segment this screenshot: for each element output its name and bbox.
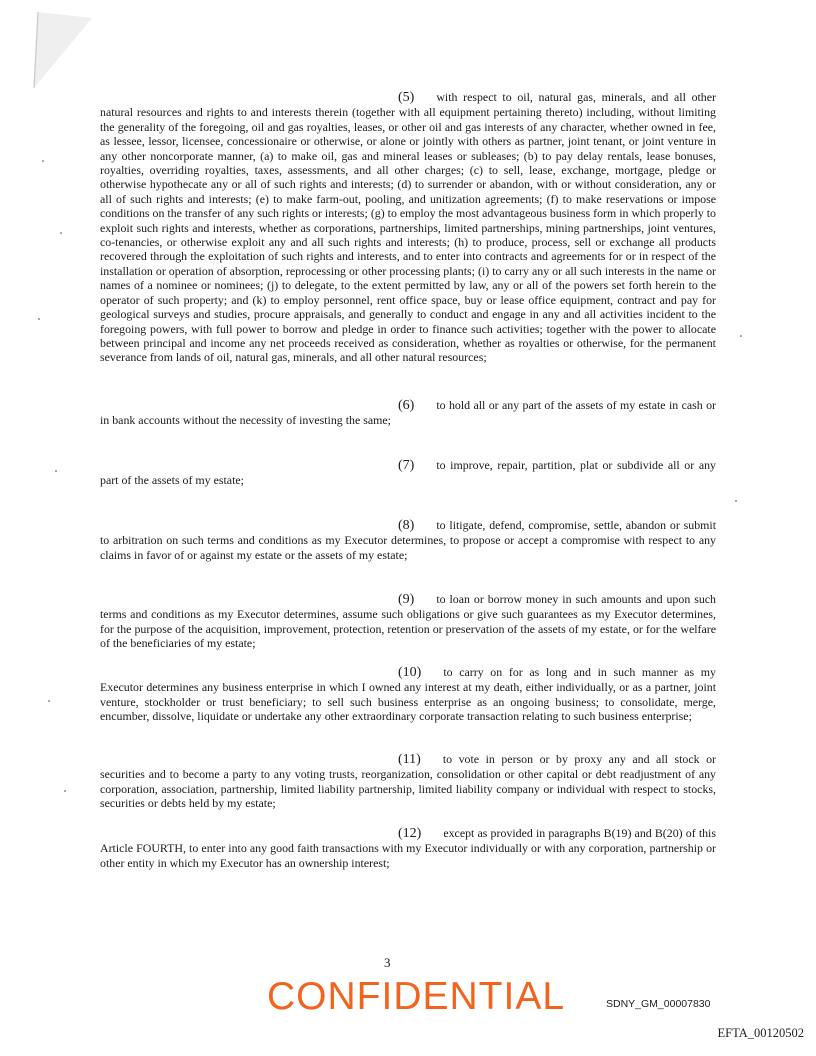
paragraph-body: cash or in bank accounts without the necessity of investing the same; <box>100 398 716 428</box>
paragraph-5 <box>100 90 716 365</box>
scan-speck <box>55 470 57 472</box>
paragraph-12 <box>100 826 716 870</box>
scan-speck <box>38 318 40 320</box>
paragraph-number: (5) <box>398 90 415 105</box>
scan-speck <box>60 232 62 234</box>
bates-number: SDNY_GM_00007830 <box>606 998 711 1010</box>
paragraph-lead: except as provided in paragraphs B(19) and B(20) of <box>443 826 696 840</box>
scan-speck <box>740 335 742 337</box>
scan-speck <box>64 790 66 792</box>
page-number: 3 <box>384 955 391 970</box>
paragraph-number: (12) <box>398 826 422 841</box>
scan-speck <box>48 700 50 702</box>
paragraph-body: such terms and conditions as my Executor determines, assume such obligations or give such guarantees as my Executor determines, for the purpose of the acquisition, improvement, protection, retention or preservation of the assets of my estate, or for the welfare of the beneficiaries of my estate; <box>100 592 716 651</box>
efta-number: EFTA_00120502 <box>717 1026 804 1040</box>
paragraph-number: (6) <box>398 398 415 413</box>
paragraph-lead: to hold all or any part of the assets of my estate in <box>436 398 679 412</box>
confidential-stamp: CONFIDENTIAL <box>267 975 566 1018</box>
paragraph-lead: to improve, repair, partition, plat or subdivide all or <box>436 458 695 472</box>
corner-fold-mark <box>8 8 98 98</box>
paragraph-body: securities and to become a party to any voting trusts, reorganization, consolidation or other capital or debt readjustment of any corporation, association, partnership, limited liability partnership, limited liability company or individual with respect to stocks, securities or debts held by my estate; <box>100 767 716 811</box>
paragraph-lead: to litigate, defend, compromise, settle, abandon or <box>436 518 680 532</box>
paragraph-body: submit to arbitration on such terms and conditions as my Executor determines, to propose or accept a compromise with respect to any claims in favor of or against my estate or the assets of my estate; <box>100 518 716 562</box>
paragraph-7 <box>100 458 716 488</box>
paragraph-lead: to loan or borrow money in such amounts and upon <box>436 592 691 606</box>
paragraph-body: this Article FOURTH, to enter into any good faith transactions with my Executor individually or with any corporation, partnership or other entity in which my Executor has an ownership interest; <box>100 826 716 870</box>
paragraph-6 <box>100 398 716 428</box>
paragraph-body: Executor determines any business enterprise in which I owned any interest at my death, either individually, or as a partner, joint venture, stockholder or trust beneficiary; to sell such business enterprise as an ongoing business; to consolidate, merge, encumber, dissolve, liquidate or undertake any other extraordinary corporate transaction relating to such business enterprise; <box>100 680 716 724</box>
paragraph-number: (11) <box>398 752 421 767</box>
paragraph-number: (10) <box>398 665 422 680</box>
scan-speck <box>735 500 737 502</box>
paragraph-number: (8) <box>398 518 415 533</box>
paragraph-8 <box>100 518 716 562</box>
paragraph-9 <box>100 592 716 651</box>
paragraph-11 <box>100 752 716 811</box>
paragraph-body: any part of the assets of my estate; <box>100 458 716 488</box>
scan-speck <box>42 160 44 162</box>
paragraph-lead: to vote in person or by proxy any and all stock or <box>442 752 716 766</box>
paragraph-body: other natural resources and rights to and interests therein (together with all equipment pertaining thereto) including, without limiting the generality of the foregoing, oil and gas royalties, leases, or other oil and gas interests of any character, whether owned in fee, as lessee, lessor, licensee, concessionaire or otherwise, or alone or jointly with others as partner, joint tenant, or joint venture in any other noncorporate manner, (a) to make oil, gas and mineral leases or subleases; (b) to pay delay rentals, lease bonuses, royalties, overriding royalties, taxes, assessments, and all other charges; (c) to sell, lease, exchange, mortgage, pledge or otherwise hypothecate any or all of such rights and interests; (d) to surrender or abandon, with or without consideration, any or all of such rights and interests; (e) to make farm-out, pooling, and unitization agreements; (f) to make reservations or impose conditions on the transfer of any such rights or interests; (g) to employ the most advantageous business form in which properly to exploit such rights and interests, whether as corporations, partnerships, limited partnerships, mining partnerships, joint ventures, co-tenancies, or otherwise exploit any and all such rights and interests; (h) to produce, process, sell or exchange all products recovered through the exploitation of such rights and interests, and to enter into contracts and agreements for or in respect of the installation or operation of absorption, reprocessing or other processing plants; (i) to carry any or all such interests in the name or names of a nominee or nominees; (j) to delegate, to the extent permitted by law, any or all of the powers set forth herein to the operator of such property; and (k) to employ personnel, rent office space, buy or lease office equipment, contract and pay for geological surveys and studies, procure appraisals, and generally to conduct and engage in any and all activities incident to the foregoing powers, with full power to borrow and pledge in order to finance such activities; together with the power to allocate between principal and income any net proceeds received as consideration, whether as royalties or otherwise, for the permanent severance from lands of oil, natural gas, minerals, and all other natural resources; <box>100 90 716 365</box>
paragraph-10 <box>100 665 716 724</box>
paragraph-lead: to carry on for as long and in such manner as my <box>443 665 716 679</box>
paragraph-lead: with respect to oil, natural gas, minerals, and all <box>436 90 686 104</box>
paragraph-number: (7) <box>398 458 415 473</box>
paragraph-number: (9) <box>398 592 415 607</box>
